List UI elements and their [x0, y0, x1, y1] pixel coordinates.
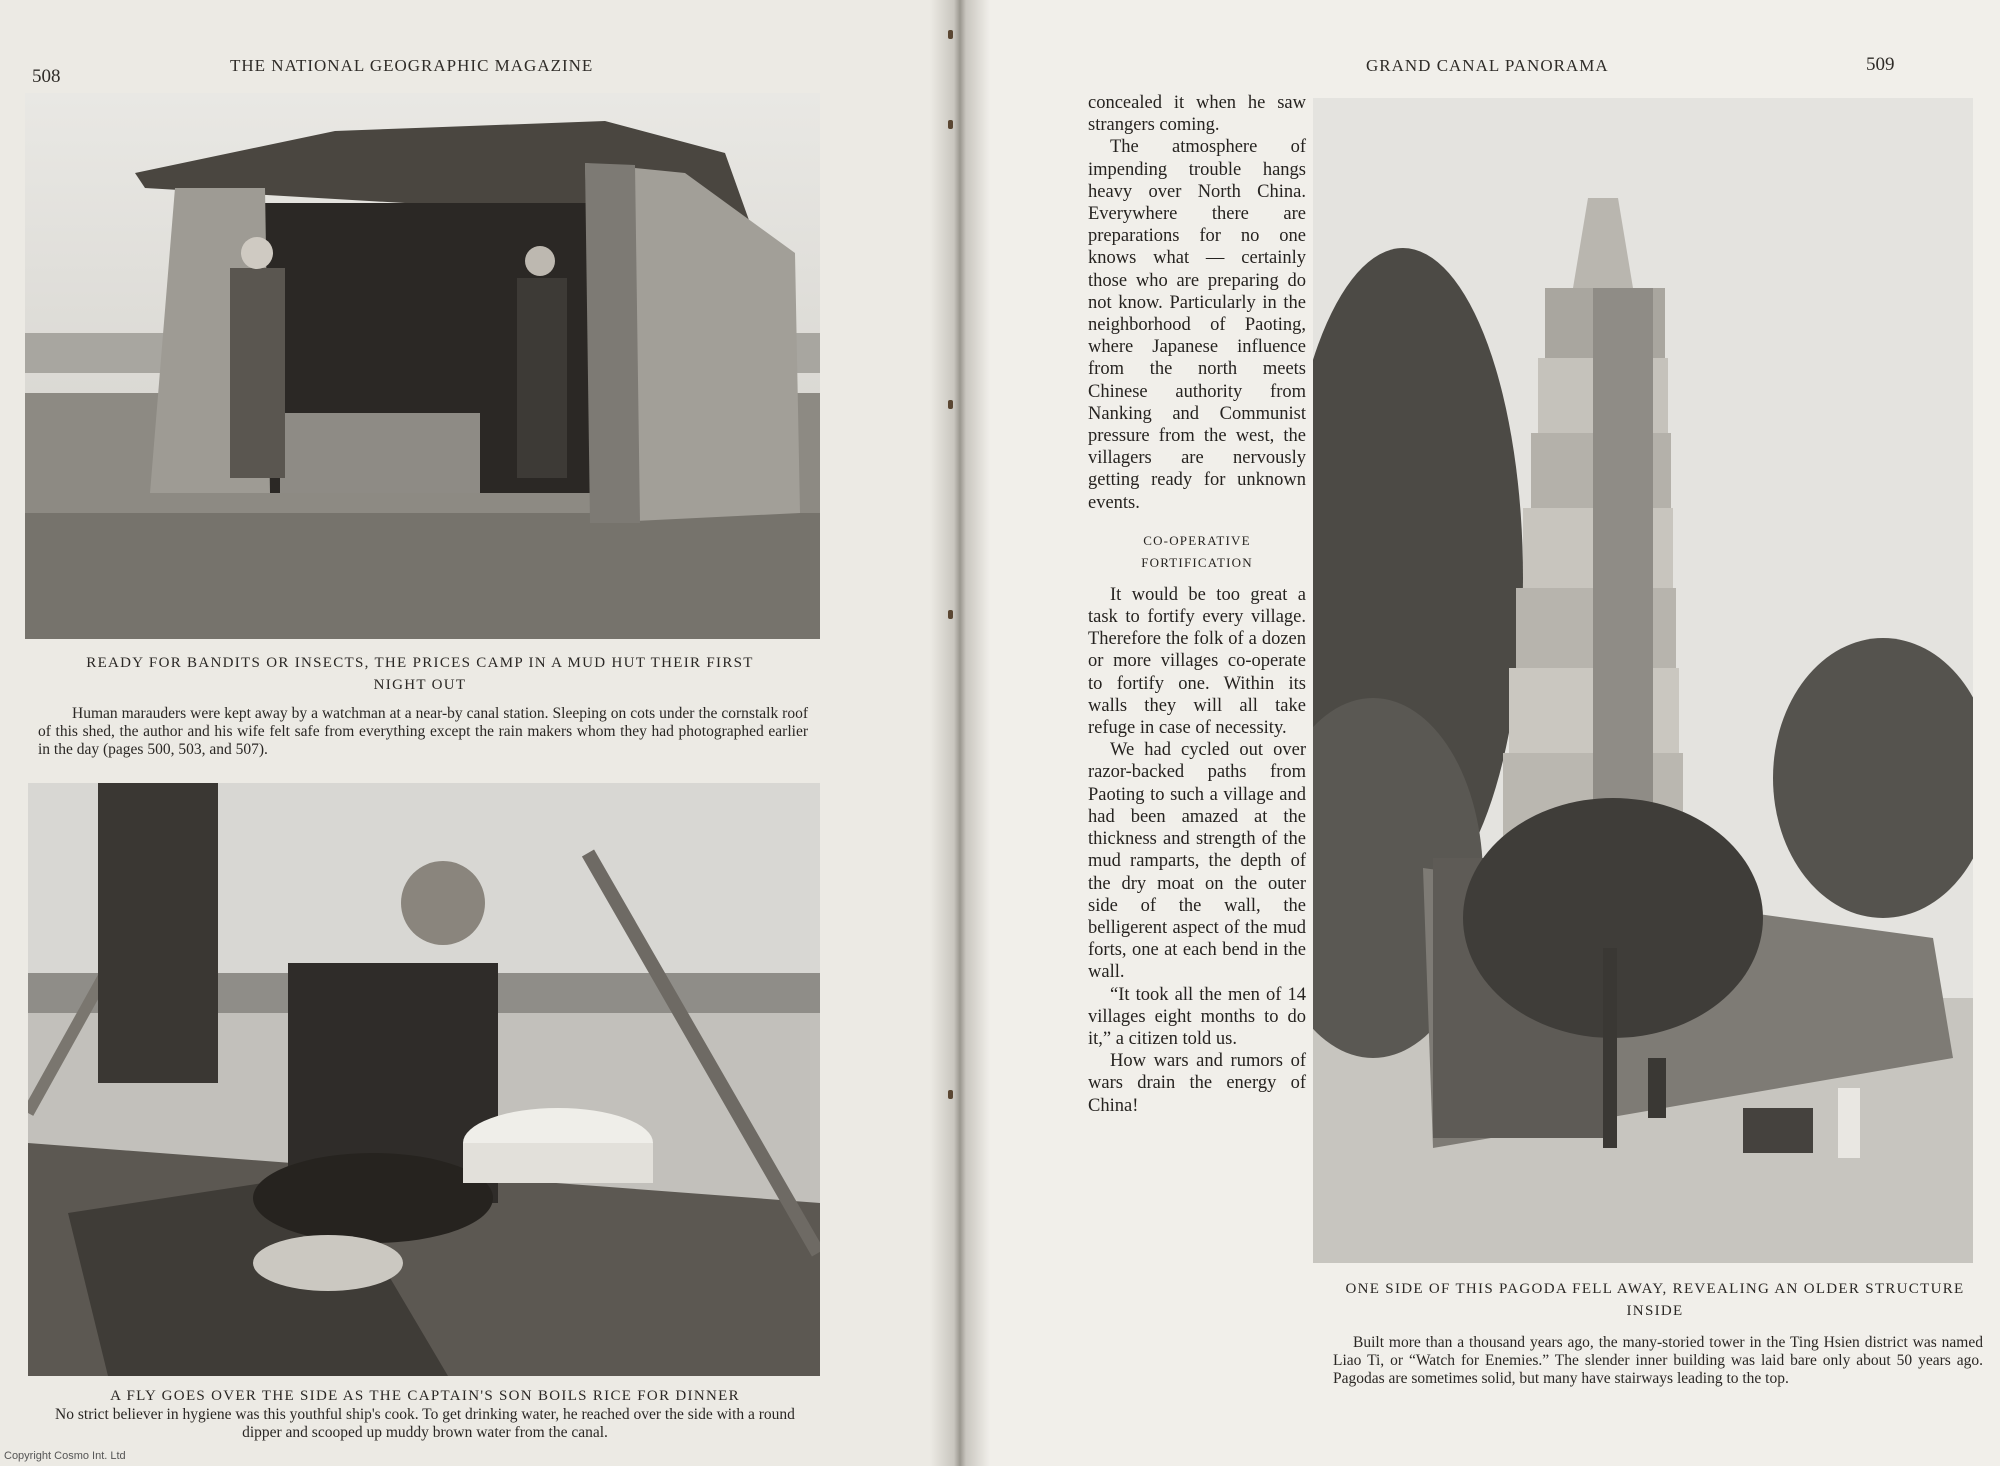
article-column [1088, 92, 1306, 1117]
mud-hut-photo [25, 93, 820, 639]
copyright-watermark: Copyright Cosmo Int. Ltd [4, 1450, 126, 1462]
pagoda-photo [1313, 98, 1973, 1263]
article-subhead: CO-OPERATIVE FORTIFICATION [1141, 532, 1253, 570]
boat-cook-photo-title: A FLY GOES OVER THE SIDE AS THE CAPTAIN'S SON BOILS RICE FOR DINNER [110, 1388, 740, 1404]
article-paragraph: “It took all the men of 14 villages eight months to do it,” a citizen told us. [1088, 984, 1306, 1049]
article-paragraph: It would be too great a task to fortify every village. Therefore the folk of a dozen or more villages co-operate to fortify one. Within its walls they will all take refuge in case of necessity. [1088, 584, 1306, 739]
mud-hut-photo-title: READY FOR BANDITS OR INSECTS, THE PRICES CAMP IN A MUD HUT THEIR FIRST NIGHT OUT [86, 655, 754, 693]
right-running-head: GRAND CANAL PANORAMA [1366, 56, 1609, 75]
article-paragraph: How wars and rumors of wars drain the energy of China! [1088, 1051, 1306, 1116]
left-page-number: 508 [32, 66, 61, 87]
mud-hut-photo-caption: Human marauders were kept away by a watchman at a near-by canal station. Sleeping on cots under the cornstalk roof of this shed, the author and his wife felt safe from everything except the rain makers whom they had photographed earlier in the day (pages 500, 503, and 507). [38, 705, 808, 758]
article-paragraph: We had cycled out over razor-backed paths from Paoting to such a village and had been amazed at the thickness and strength of the mud ramparts, the depth of the dry moat on the outer side of the wall, the belligerent aspect of the mud forts, one at each bend in the wall. [1088, 740, 1306, 983]
pagoda-photo-caption: Built more than a thousand years ago, the many-storied tower in the Ting Hsien district was named Liao Ti, or “Watch for Enemies.” The slender inner building was laid bare only about 50 years ago. Pagodas are sometimes solid, but many have stairways leading to the top. [1333, 1334, 1983, 1387]
pagoda-photo-title: ONE SIDE OF THIS PAGODA FELL AWAY, REVEALING AN OLDER STRUCTURE INSIDE [1345, 1281, 1965, 1319]
right-page-number: 509 [1866, 54, 1895, 75]
article-paragraph: The atmosphere of impending trouble hangs heavy over North China. Everywhere there are preparations for no one knows what — certainly those who are preparing do not know. Particularly in the neighborhood of Paoting, where Japanese influence from the north meets Chinese authority from Nanking and Communist pressure from the west, the villagers are nervously getting ready for unknown events. [1088, 137, 1306, 513]
binding-stitch [948, 1090, 953, 1099]
article-paragraph: concealed it when he saw strangers coming. [1088, 93, 1306, 136]
binding-stitch [948, 120, 953, 129]
boat-cook-photo-caption: No strict believer in hygiene was this youthful ship's cook. To get drinking water, he reached over the side with a round dipper and scooped up muddy brown water from the canal. [55, 1406, 795, 1441]
binding-stitch [948, 30, 953, 39]
left-running-head: THE NATIONAL GEOGRAPHIC MAGAZINE [230, 56, 594, 75]
binding-stitch [948, 610, 953, 619]
boat-cook-photo [28, 783, 820, 1376]
book-gutter [930, 0, 990, 1466]
binding-stitch [948, 400, 953, 409]
